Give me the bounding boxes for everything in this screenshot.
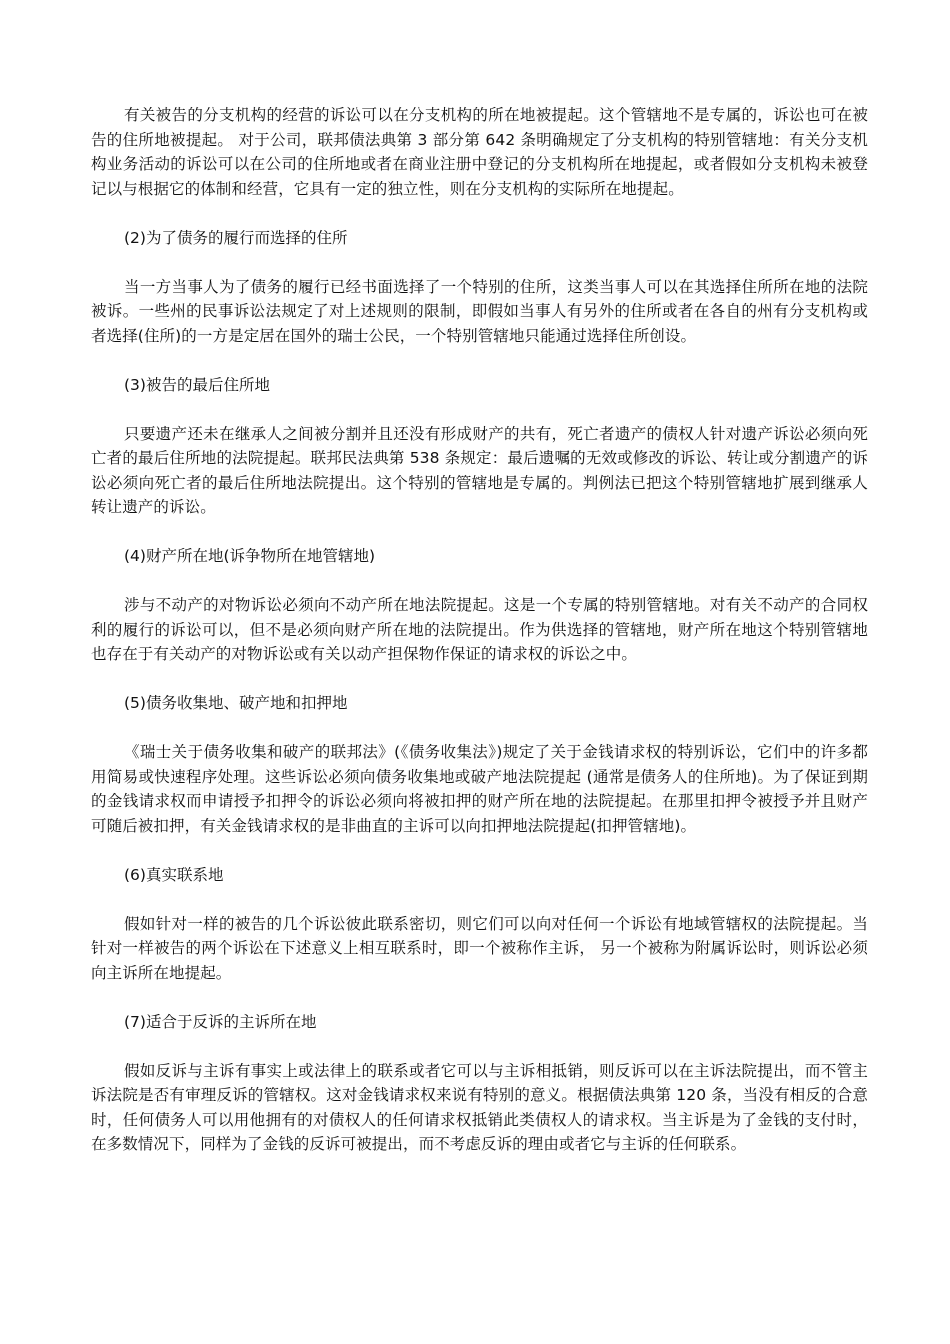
paragraph-chosen-domicile: 当一方当事人为了债务的履行已经书面选择了一个特别的住所，这类当事人可以在其选择住所所在地的法院被诉。一些州的民事诉讼法规定了对上述规则的限制，即假如当事人有另外的住所或者在各自的州有分支机构或者选择(住所)的一方是定居在国外的瑞士公民，一个特别管辖地只能通过选择住所创设。: [91, 277, 868, 345]
heading-debt-collection: (5)债务收集地、破产地和扣押地: [124, 694, 348, 712]
paragraph-debt-collection: 《瑞士关于债务收集和破产的联邦法》(《债务收集法》)规定了关于金钱请求权的特别诉讼，它们中的许多都用简易或快速程序处理。这些诉讼必须向债务收集地或破产地法院提起 (通常是债务人的住所地)。为了保证到期的金钱请求权而申请授予扣押令的诉讼必须向将被扣押的财产所在地的法院提起。在那里扣押令被授予并且财产可随后被扣押，有关金钱请求权的是非曲直的主诉可以向扣押地法院提起(扣押管辖地)。: [91, 743, 868, 835]
heading-last-domicile: (3)被告的最后住所地: [124, 375, 270, 394]
heading-counterclaim: (7)适合于反诉的主诉所在地: [124, 1012, 317, 1031]
paragraph-last-domicile: 只要遗产还未在继承人之间被分割并且还没有形成财产的共有，死亡者遗产的债权人针对遗产诉讼必须向死亡者的最后住所地的法院提起。联邦民法典第 538 条规定：最后遗嘱的无效或修改的诉讼、转让或分割遗产的诉讼必须向死亡者的最后住所地法院提出。这个特别的管辖地是专属的。判例法已把这个特别管辖地扩展到继承人转让遗产的诉讼。: [91, 424, 868, 516]
paragraph-branch-office: 有关被告的分支机构的经营的诉讼可以在分支机构的所在地被提起。这个管辖地不是专属的，诉讼也可在被告的住所地被提起。 对于公司，联邦债法典第 3 部分第 642 条明确规定了分支机构的特别管辖地：有关分支机构业务活动的诉讼可以在公司的住所地或者在商业注册中登记的分支机构所在地提起，或者假如分支机构未被登记以与根据它的体制和经营，它具有一定的独立性，则在分支机构的实际所在地提起。: [91, 106, 868, 198]
heading-property-location: (4)财产所在地(诉争物所在地管辖地): [124, 547, 376, 565]
paragraph-counterclaim: 假如反诉与主诉有事实上或法律上的联系或者它可以与主诉相抵销，则反诉可以在主诉法院提出，而不管主诉法院是否有审理反诉的管辖权。这对金钱请求权来说有特别的意义。根据债法典第 120 条，当没有相反的合意时，任何债务人可以用他拥有的对债权人的任何请求权抵销此类债权人的请求权。当主诉是为了金钱的支付时，在多数情况下，同样为了金钱的反诉可被提出，而不考虑反诉的理由或者它与主诉的任何联系。: [91, 1061, 868, 1153]
heading-chosen-domicile: (2)为了债务的履行而选择的住所: [124, 228, 348, 247]
paragraph-real-connection: 假如针对一样的被告的几个诉讼彼此联系密切，则它们可以向对任何一个诉讼有地域管辖权的法院提起。当针对一样被告的两个诉讼在下述意义上相互联系时，即一个被称作主诉， 另一个被称为附属诉讼时，则诉讼必须向主诉所在地提起。: [91, 914, 868, 982]
heading-real-connection: (6)真实联系地: [124, 865, 224, 884]
paragraph-property-location: 涉与不动产的对物诉讼必须向不动产所在地法院提起。这是一个专属的特别管辖地。对有关不动产的合同权利的履行的诉讼可以，但不是必须向财产所在地的法院提出。作为供选择的管辖地，财产所在地这个特别管辖地也存在于有关动产的对物诉讼或有关以动产担保物作保证的请求权的诉讼之中。: [91, 596, 868, 663]
